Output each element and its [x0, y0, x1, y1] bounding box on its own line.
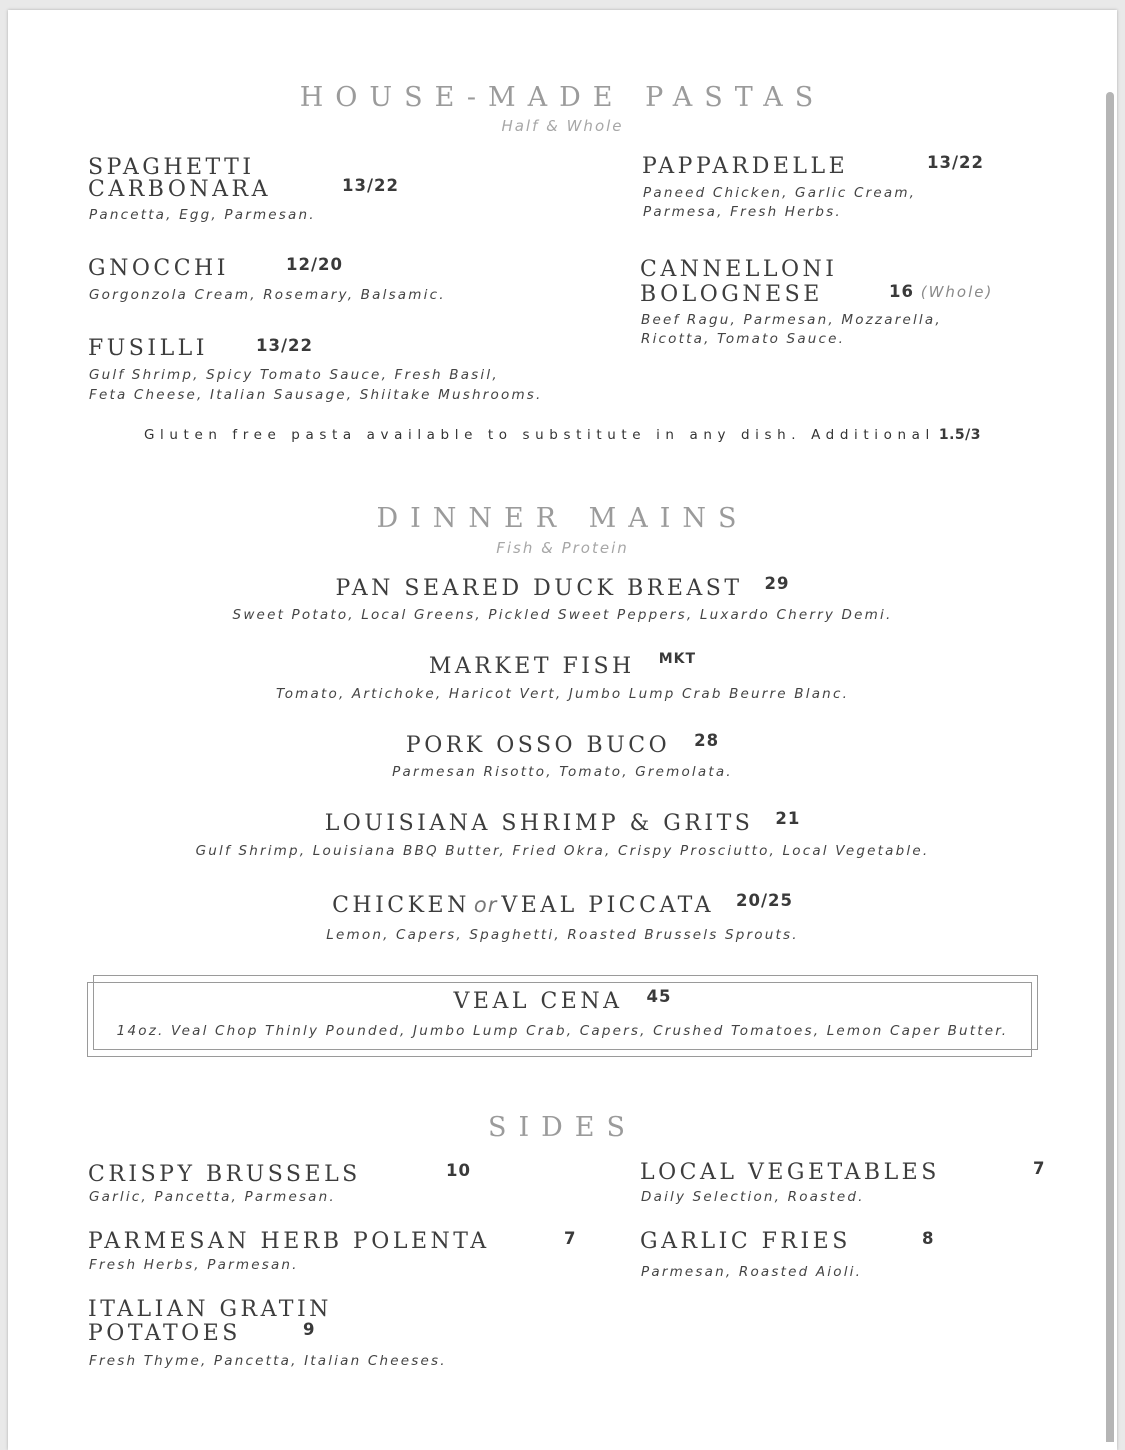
item-name-spaghetti-carbonara-line1: SPAGHETTI: [88, 155, 255, 180]
main-item-piccata: [0, 893, 1125, 918]
item-price-market-fish: MKT: [658, 651, 697, 667]
item-price-gratin: 9: [303, 1320, 316, 1339]
item-name-fusilli: FUSILLI: [88, 336, 208, 361]
item-price-garlic-fries: 8: [922, 1229, 935, 1248]
main-item-shrimp-grits: [0, 809, 1125, 836]
item-name-garlic-fries: GARLIC FRIES: [640, 1229, 851, 1254]
item-desc-garlic-fries: Parmesan, Roasted Aioli.: [641, 1264, 863, 1280]
item-desc-pappardelle-line2: Parmesa, Fresh Herbs.: [643, 204, 842, 220]
item-desc-crispy-brussels: Garlic, Pancetta, Parmesan.: [89, 1189, 336, 1205]
item-desc-polenta: Fresh Herbs, Parmesan.: [89, 1257, 299, 1273]
item-desc-gnocchi: Gorgonzola Cream, Rosemary, Balsamic.: [89, 287, 446, 303]
item-price-pappardelle: 13/22: [927, 153, 984, 172]
item-desc-market-fish: Tomato, Artichoke, Haricot Vert, Jumbo Lump Crab Beurre Blanc.: [275, 686, 850, 702]
item-desc-duck: Sweet Potato, Local Greens, Pickled Sweet Peppers, Luxardo Cherry Demi.: [232, 607, 893, 623]
item-price-fusilli: 13/22: [256, 336, 313, 355]
item-name-crispy-brussels: CRISPY BRUSSELS: [88, 1162, 361, 1187]
item-name-cannelloni-line2: BOLOGNESE: [640, 282, 823, 307]
item-price-veal-cena: 45: [646, 987, 672, 1006]
item-name-spaghetti-carbonara-line2: CARBONARA: [88, 177, 271, 202]
item-price-polenta: 7: [564, 1229, 577, 1248]
item-price-gnocchi: 12/20: [286, 255, 343, 274]
item-name-osso-buco: PORK OSSO BUCO: [405, 733, 671, 758]
item-desc-fusilli-line1: Gulf Shrimp, Spicy Tomato Sauce, Fresh Basil,: [89, 367, 499, 383]
main-item-veal-cena: [0, 987, 1125, 1014]
gluten-free-note-text: Gluten free pasta available to substitute in any dish. Additional: [143, 427, 935, 443]
item-price-cannelloni-value: 16: [889, 282, 914, 301]
section-subtitle-pastas: Half & Whole: [501, 117, 624, 135]
item-price-piccata: 20/25: [735, 891, 793, 910]
item-desc-cannelloni-line2: Ricotta, Tomato Sauce.: [641, 331, 846, 347]
item-desc-osso-buco: Parmesan Risotto, Tomato, Gremolata.: [392, 764, 733, 780]
main-item-osso-buco: [0, 731, 1125, 758]
item-name-piccata-chicken: CHICKEN: [332, 893, 470, 918]
item-price-shrimp-grits: 21: [775, 809, 801, 828]
item-name-gratin-line2: POTATOES: [88, 1321, 241, 1346]
main-item-market-fish: [0, 651, 1125, 679]
section-title-mains: DINNER MAINS: [376, 503, 749, 534]
main-item-duck: [0, 574, 1125, 601]
section-title-sides: SIDES: [487, 1112, 637, 1143]
item-name-piccata-veal: VEAL PICCATA: [501, 893, 714, 918]
item-name-local-vegetables: LOCAL VEGETABLES: [640, 1160, 940, 1185]
item-name-pappardelle: PAPPARDELLE: [642, 154, 849, 179]
item-name-shrimp-grits: LOUISIANA SHRIMP & GRITS: [324, 811, 754, 836]
item-price-osso-buco: 28: [694, 731, 720, 750]
item-name-piccata-or: or: [473, 893, 498, 917]
item-desc-shrimp-grits: Gulf Shrimp, Louisiana BBQ Butter, Fried Okra, Crispy Prosciutto, Local Vegetable.: [195, 843, 930, 859]
item-price-cannelloni-note: (Whole): [920, 283, 994, 301]
item-name-veal-cena: VEAL CENA: [453, 989, 623, 1014]
item-price-local-vegetables: 7: [1033, 1159, 1046, 1178]
section-title-pastas: HOUSE-MADE PASTAS: [299, 82, 826, 113]
item-desc-piccata: Lemon, Capers, Spaghetti, Roasted Brussels Sprouts.: [326, 927, 799, 943]
item-name-gnocchi: GNOCCHI: [88, 256, 229, 281]
item-name-cannelloni-line1: CANNELLONI: [640, 257, 838, 282]
item-desc-gratin: Fresh Thyme, Pancetta, Italian Cheeses.: [89, 1353, 447, 1369]
section-subtitle-mains: Fish & Protein: [496, 539, 629, 557]
item-desc-cannelloni-line1: Beef Ragu, Parmesan, Mozzarella,: [641, 312, 942, 328]
item-desc-pappardelle-line1: Paneed Chicken, Garlic Cream,: [643, 185, 917, 201]
item-name-polenta: PARMESAN HERB POLENTA: [88, 1229, 490, 1254]
gluten-free-note: [0, 426, 1125, 444]
item-desc-spaghetti-carbonara: Pancetta, Egg, Parmesan.: [89, 207, 316, 223]
item-name-gratin-line1: ITALIAN GRATIN: [88, 1297, 332, 1322]
item-price-duck: 29: [764, 574, 790, 593]
item-name-market-fish: MARKET FISH: [428, 654, 635, 679]
item-desc-veal-cena: 14oz. Veal Chop Thinly Pounded, Jumbo Lump Crab, Capers, Crushed Tomatoes, Lemon Caper Butter.: [116, 1023, 1009, 1039]
item-price-cannelloni: [889, 282, 993, 301]
item-name-duck: PAN SEARED DUCK BREAST: [335, 576, 743, 601]
item-desc-fusilli-line2: Feta Cheese, Italian Sausage, Shiitake Mushrooms.: [89, 387, 543, 403]
item-price-spaghetti-carbonara: 13/22: [342, 176, 399, 195]
item-price-crispy-brussels: 10: [446, 1161, 471, 1180]
item-desc-local-vegetables: Daily Selection, Roasted.: [641, 1189, 865, 1205]
gluten-free-note-price: 1.5/3: [938, 427, 982, 443]
